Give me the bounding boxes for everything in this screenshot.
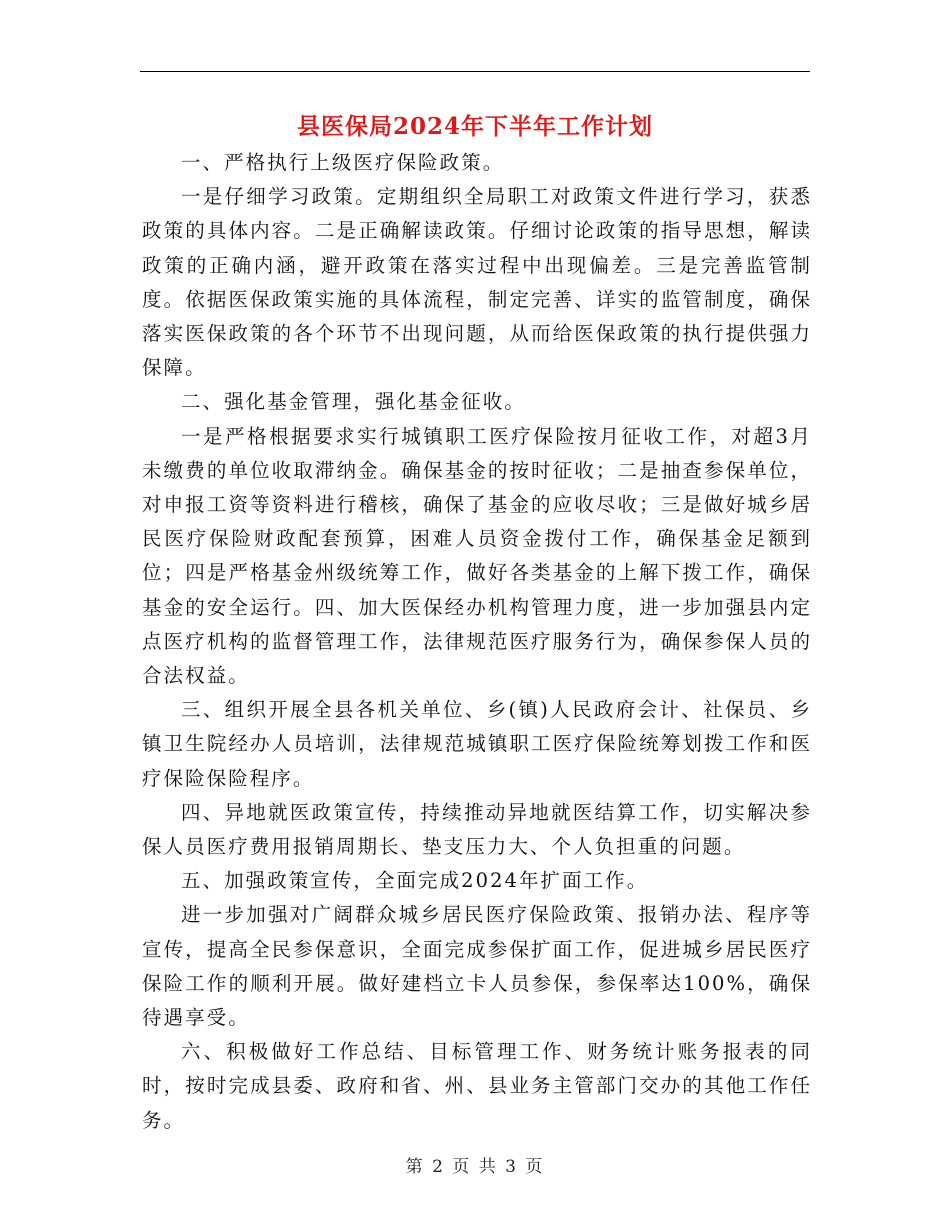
section-paragraph-4: 四、异地就医政策宣传，持续推动异地就医结算工作，切实解决参保人员医疗费用报销周期长、垫支压力大、个人负担重的问题。 [142, 800, 812, 859]
body-paragraph: 一是仔细学习政策。定期组织全局职工对政策文件进行学习，获悉政策的具体内容。二是正确解读政策。仔细讨论政策的指导思想，解读政策的正确内涵，避开政策在落实过程中出现偏差。三是完善监管制度。依据医保政策实施的具体流程，制定完善、详实的监管制度，确保落实医保政策的各个环节不出现问题，从而给医保政策的执行提供强力保障。 [142, 185, 812, 380]
page-number: 第 2 页 共 3 页 [405, 1157, 545, 1177]
section-heading-5: 五、加强政策宣传，全面完成2024年扩面工作。 [181, 869, 649, 893]
section-paragraph-6: 六、积极做好工作总结、目标管理工作、财务统计账务报表的同时，按时完成县委、政府和省、州、县业务主管部门交办的其他工作任务。 [142, 1040, 812, 1132]
header-rule [140, 71, 810, 72]
body-paragraph: 进一步加强对广阔群众城乡居民医疗保险政策、报销办法、程序等宣传，提高全民参保意识，全面完成参保扩面工作，促进城乡居民医疗保险工作的顺利开展。做好建档立卡人员参保，参保率达100%，确保待遇享受。 [142, 903, 812, 1030]
document-body [142, 146, 812, 1138]
section-heading-2: 二、强化基金管理，强化基金征收。 [181, 390, 526, 414]
body-paragraph: 一是严格根据要求实行城镇职工医疗保险按月征收工作，对超3月未缴费的单位收取滞纳金。确保基金的按时征收；二是抽查参保单位，对申报工资等资料进行稽核，确保了基金的应收尽收；三是做好城乡居民医疗保险财政配套预算，困难人员资金拨付工作，确保基金足额到位；四是严格基金州级统筹工作，做好各类基金的上解下拨工作，确保基金的安全运行。四、加大医保经办机构管理力度，进一步加强县内定点医疗机构的监督管理工作，法律规范医疗服务行为，确保参保人员的合法权益。 [142, 424, 812, 688]
section-paragraph-3: 三、组织开展全县各机关单位、乡(镇)人民政府会计、社保员、乡镇卫生院经办人员培训，法律规范城镇职工医疗保险统筹划拨工作和医疗保险保险程序。 [142, 698, 812, 790]
document-title: 县医保局2024年下半年工作计划 [296, 113, 653, 140]
section-heading-1: 一、严格执行上级医疗保险政策。 [181, 151, 505, 174]
